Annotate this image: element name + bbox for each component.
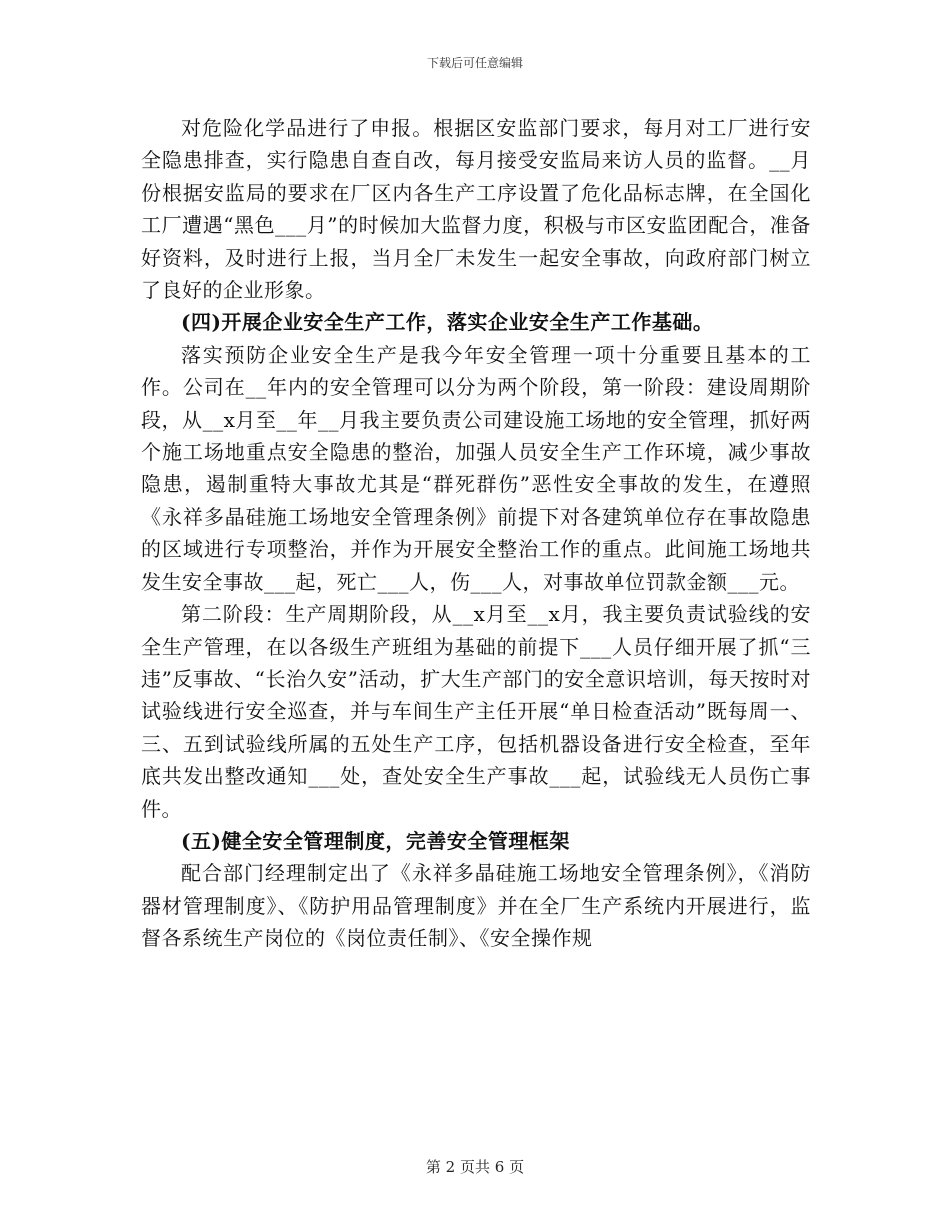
page-header-note: 下载后可任意编辑: [426, 56, 523, 70]
page-number: 第 2 页共 6 页: [425, 1158, 525, 1176]
paragraph-stage-two: 第二阶段：生产周期阶段，从__x月至__x月，我主要负责试验线的安全生产管理，在以各级生产班组为基础的前提下___人员仔细开展了抓“三违”反事故、“长治久安”活动，扩大生产部门的安全意识培训，每天按时对试验线进行安全巡查，并与车间生产主任开展“单日检查活动”既每周一、三、五到试验线所属的五处生产工序，包括机器设备进行安全检查，至年底共发出整改通知___处，查处安全生产事故___起，试验线无人员伤亡事件。: [141, 602, 811, 821]
paragraph-management-rules: 配合部门经理制定出了《永祥多晶硅施工场地安全管理条例》，《消防器材管理制度》、《防护用品管理制度》并在全厂生产系统内开展进行，监督各系统生产岗位的《岗位责任制》、《安全操作规: [141, 861, 811, 951]
section-heading-4: (四)开展企业安全生产工作，落实企业安全生产工作基础。: [181, 310, 714, 335]
paragraph-stage-one: 落实预防企业安全生产是我今年安全管理一项十分重要且基本的工作。公司在__年内的安全管理可以分为两个阶段，第一阶段：建设周期阶段，从__x月至__年__月我主要负责公司建设施工场地的安全管理，抓好两个施工场地重点安全隐患的整治，加强人员安全生产工作环境，减少事故隐患，遏制重特大事故尤其是“群死群伤”恶性安全事故的发生，在遵照《永祥多晶硅施工场地安全管理条例》前提下对各建筑单位存在事故隐患的区域进行专项整治，并作为开展安全整治工作的重点。此间施工场地共发生安全事故___起，死亡___人，伤___人，对事故单位罚款金额___元。: [141, 342, 811, 594]
paragraph-hazardous-chemicals: 对危险化学品进行了申报。根据区安监部门要求，每月对工厂进行安全隐患排查，实行隐患自查自改，每月接受安监局来访人员的监督。__月份根据安监局的要求在厂区内各生产工序设置了危化品标志牌，在全国化工厂遭遇“黑色___月”的时候加大监督力度，积极与市区安监团配合，准备好资料，及时进行上报，当月全厂未发生一起安全事故，向政府部门树立了良好的企业形象。: [141, 116, 811, 303]
section-heading-5: (五)健全安全管理制度，完善安全管理框架: [181, 828, 570, 853]
document-body: [141, 112, 811, 955]
